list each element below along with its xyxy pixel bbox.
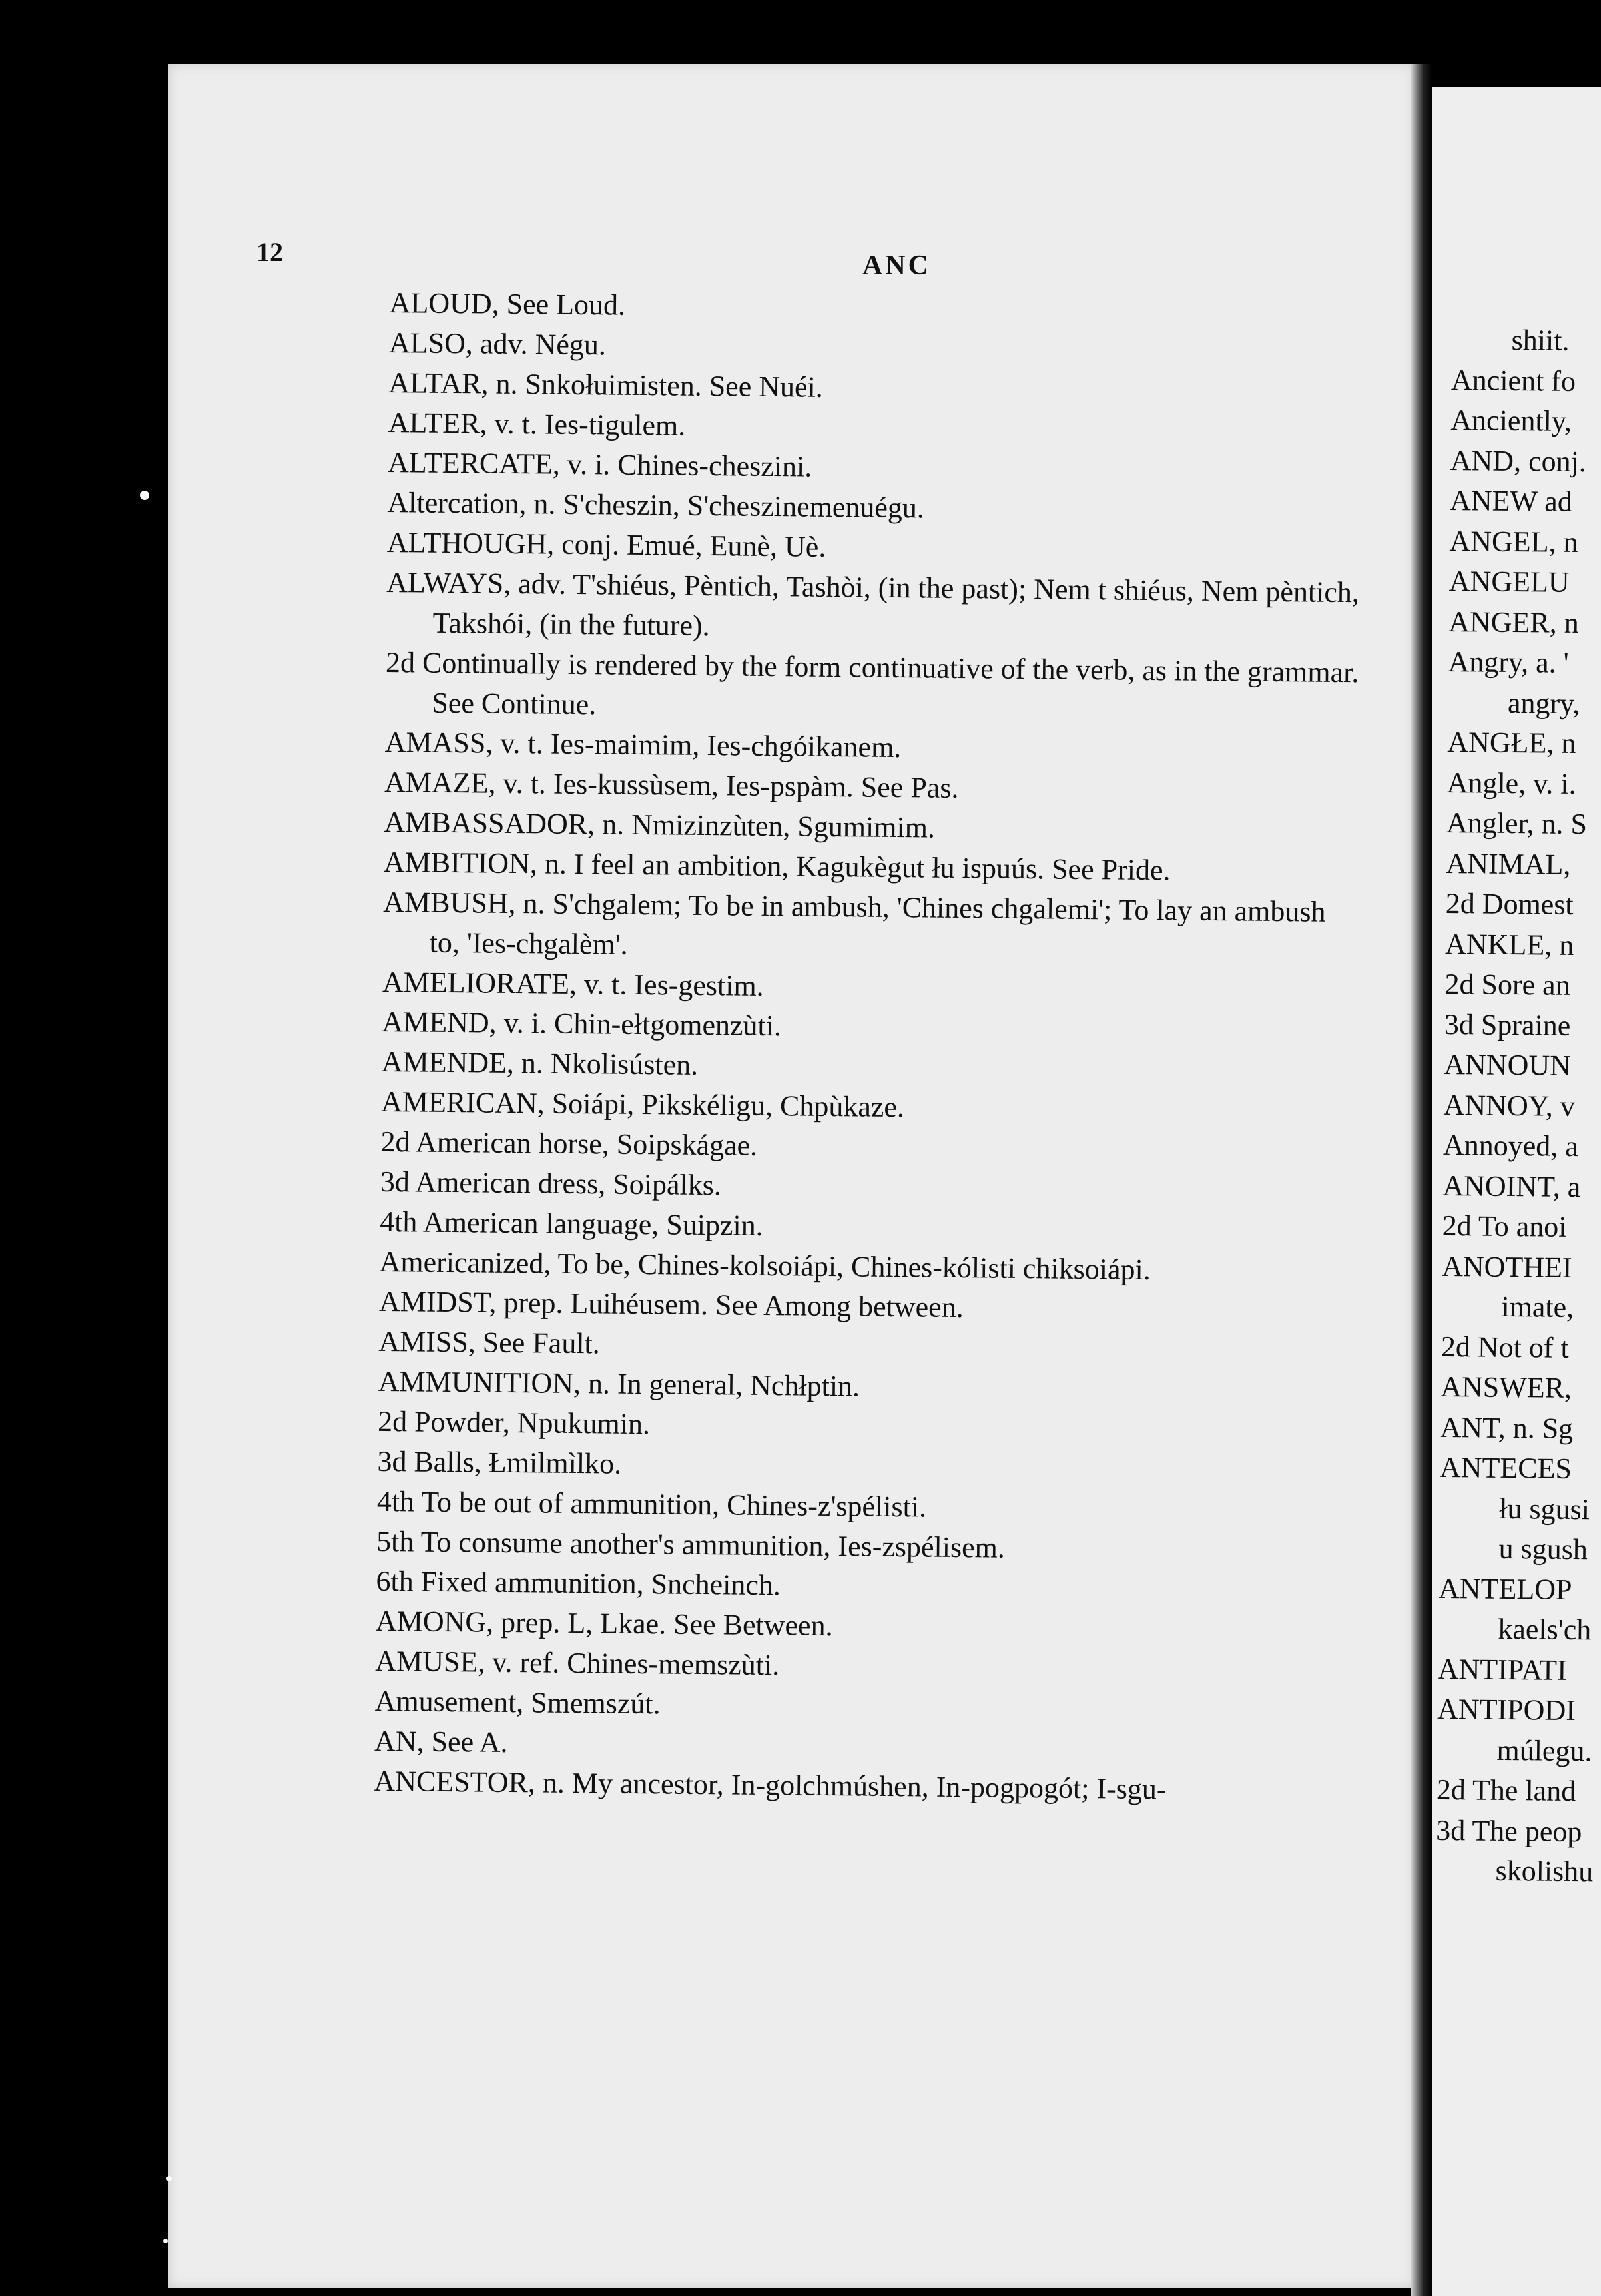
dictionary-entry: 2d Continually is rendered by the form continuative of the verb, as in the grammar. See Continue. xyxy=(385,645,1359,721)
dictionary-entry: 6th Fixed ammunition, Sncheinch. xyxy=(376,1564,781,1602)
book-gutter xyxy=(1411,64,1432,2296)
right-column-line: 2d Not of t xyxy=(1441,1330,1569,1364)
dictionary-entry: 4th American language, Suipzin. xyxy=(379,1205,763,1242)
dictionary-entry: AMBASSADOR, n. Nmizinzùten, Sgumimim. xyxy=(384,805,936,844)
right-column-line: u sgush xyxy=(1498,1532,1588,1566)
right-column-line: ANIMAL, xyxy=(1446,846,1571,881)
right-column-line: 3d Spraine xyxy=(1444,1007,1571,1042)
dictionary-entry: ALTHOUGH, conj. Emué, Eunè, Uè. xyxy=(386,525,826,563)
dictionary-entry: 3d American dress, Soipálks. xyxy=(380,1165,722,1202)
dictionary-entry: AMONG, prep. L, Lkae. See Between. xyxy=(375,1604,833,1643)
right-column-line: ANEW ad xyxy=(1449,483,1573,518)
dictionary-entry: ALTER, v. t. Ies-tigulem. xyxy=(388,406,686,442)
dictionary-entry: AMEND, v. i. Chin-ełtgomenzùti. xyxy=(382,1005,782,1043)
dictionary-entry: AMERICAN, Soiápi, Pikskéligu, Chpùkaze. xyxy=(380,1085,905,1124)
right-column-line: shiit. xyxy=(1511,323,1570,357)
right-column-line: 2d Sore an xyxy=(1444,967,1570,1002)
right-column-line: ANNOY, v xyxy=(1443,1088,1576,1123)
right-column-line: ANTIPODI xyxy=(1437,1692,1576,1727)
dictionary-entry: ALTAR, n. Snkołuimisten. See Nuéi. xyxy=(388,366,824,404)
dictionary-entry: AMAZE, v. t. Ies-kussùsem, Ies-pspàm. See Pas. xyxy=(384,765,959,804)
dictionary-entries xyxy=(374,283,1369,1811)
right-column-line: skolishu xyxy=(1495,1854,1594,1888)
dictionary-entry: AMISS, See Fault. xyxy=(378,1324,601,1360)
dictionary-entry: AMENDE, n. Nkolisústen. xyxy=(381,1045,699,1081)
right-column-line: Annoyed, a xyxy=(1442,1128,1579,1163)
right-page xyxy=(1432,87,1601,2296)
dictionary-entry: Amusement, Smemszút. xyxy=(374,1684,661,1721)
right-column-line: ANGER, n xyxy=(1448,605,1580,639)
right-column-line: ANTIPATI xyxy=(1437,1652,1567,1687)
right-column-line: ANNOUN xyxy=(1444,1047,1572,1082)
right-column-line: Angry, a. ' xyxy=(1448,645,1569,679)
right-column-line: ANTELOP xyxy=(1438,1572,1572,1606)
dictionary-entry: AMELIORATE, v. t. Ies-gestim. xyxy=(382,965,764,1002)
dictionary-entry: AMBITION, n. I feel an ambition, Kagukègut łu ispuús. See Pride. xyxy=(383,845,1171,887)
right-column-line: AND, conj. xyxy=(1450,443,1587,478)
right-column-line: ANGŁE, n xyxy=(1447,725,1576,760)
right-column-line: múlegu. xyxy=(1496,1733,1592,1767)
right-column-line: 2d The land xyxy=(1436,1773,1576,1808)
right-column-line: ANGELU xyxy=(1448,564,1570,599)
right-column-line: ANSWER, xyxy=(1440,1370,1572,1404)
right-column-line: Angle, v. i. xyxy=(1446,766,1576,800)
dictionary-entry: ALSO, adv. Négu. xyxy=(388,326,607,362)
dictionary-entry: AMUSE, v. ref. Chines-memszùti. xyxy=(375,1644,780,1682)
right-column-line: łu sgusi xyxy=(1499,1492,1590,1526)
right-column xyxy=(1435,320,1601,1895)
right-column-line: 2d Domest xyxy=(1445,886,1574,921)
dictionary-entry: 5th To consume another's ammunition, Ies-zspélisem. xyxy=(376,1524,1006,1564)
dictionary-entry: AMBUSH, n. S'chgalem; To be in ambush, 'Chines chgalemi'; To lay an ambush to, 'Ies-chgalèm'. xyxy=(383,885,1326,961)
scan-speck xyxy=(140,491,149,500)
dictionary-entry: ALOUD, See Loud. xyxy=(389,286,626,322)
dictionary-entry: ALTERCATE, v. i. Chines-cheszini. xyxy=(387,445,812,483)
dictionary-entry: Altercation, n. S'cheszin, S'cheszinemenuégu. xyxy=(387,485,925,525)
scan-speck xyxy=(163,2239,168,2243)
right-column-line: ANOINT, a xyxy=(1442,1169,1581,1203)
right-column-line: angry, xyxy=(1507,686,1580,720)
dictionary-entry: 2d American horse, Soipskágae. xyxy=(380,1125,758,1162)
right-column-line: Anciently, xyxy=(1450,403,1572,437)
dictionary-entry: 2d Powder, Npukumin. xyxy=(377,1404,651,1441)
dictionary-entry: ALWAYS, adv. T'shiéus, Pèntich, Tashòi, (in the past); Nem t shiéus, Nem pèntich, Takshói, (in the future). xyxy=(386,565,1360,643)
dictionary-entry: 3d Balls, Łmilmìlko. xyxy=(377,1444,622,1480)
dictionary-entry: AN, See A. xyxy=(374,1724,508,1759)
dictionary-entry: Americanized, To be, Chines-kolsoiápi, Chines-kólisti chiksoiápi. xyxy=(379,1245,1151,1287)
right-column-line: ANGEL, n xyxy=(1449,524,1578,559)
right-column-line: Angler, n. S xyxy=(1446,806,1588,841)
dictionary-entry: AMIDST, prep. Luihéusem. See Among between. xyxy=(378,1285,964,1324)
dictionary-entry: AMASS, v. t. Ies-maimim, Ies-chgóikanem. xyxy=(384,725,902,764)
right-column-line: ANKLE, n xyxy=(1444,927,1574,962)
dictionary-entry: 4th To be out of ammunition, Chines-z'spélisti. xyxy=(376,1484,927,1524)
right-column-line: ANTECES xyxy=(1439,1450,1572,1485)
right-column-line: 2d To anoi xyxy=(1442,1209,1567,1243)
right-column-line: ANT, n. Sg xyxy=(1440,1410,1574,1445)
dictionary-entry: ANCESTOR, n. My ancestor, In-golchmúshen, In-pogpogót; I-sgu- xyxy=(374,1764,1167,1806)
scan-speck xyxy=(166,2176,172,2181)
running-head: ANC xyxy=(862,250,931,281)
right-column-line: kaels'ch xyxy=(1498,1612,1592,1647)
page-number: 12 xyxy=(256,237,283,267)
right-column-line: 3d The peop xyxy=(1435,1813,1582,1848)
dictionary-entry: AMMUNITION, n. In general, Nchłptin. xyxy=(378,1364,860,1403)
right-column-line: ANOTHEI xyxy=(1441,1249,1572,1284)
right-column-line: imate, xyxy=(1501,1290,1574,1324)
right-column-line: Ancient fo xyxy=(1450,363,1576,398)
